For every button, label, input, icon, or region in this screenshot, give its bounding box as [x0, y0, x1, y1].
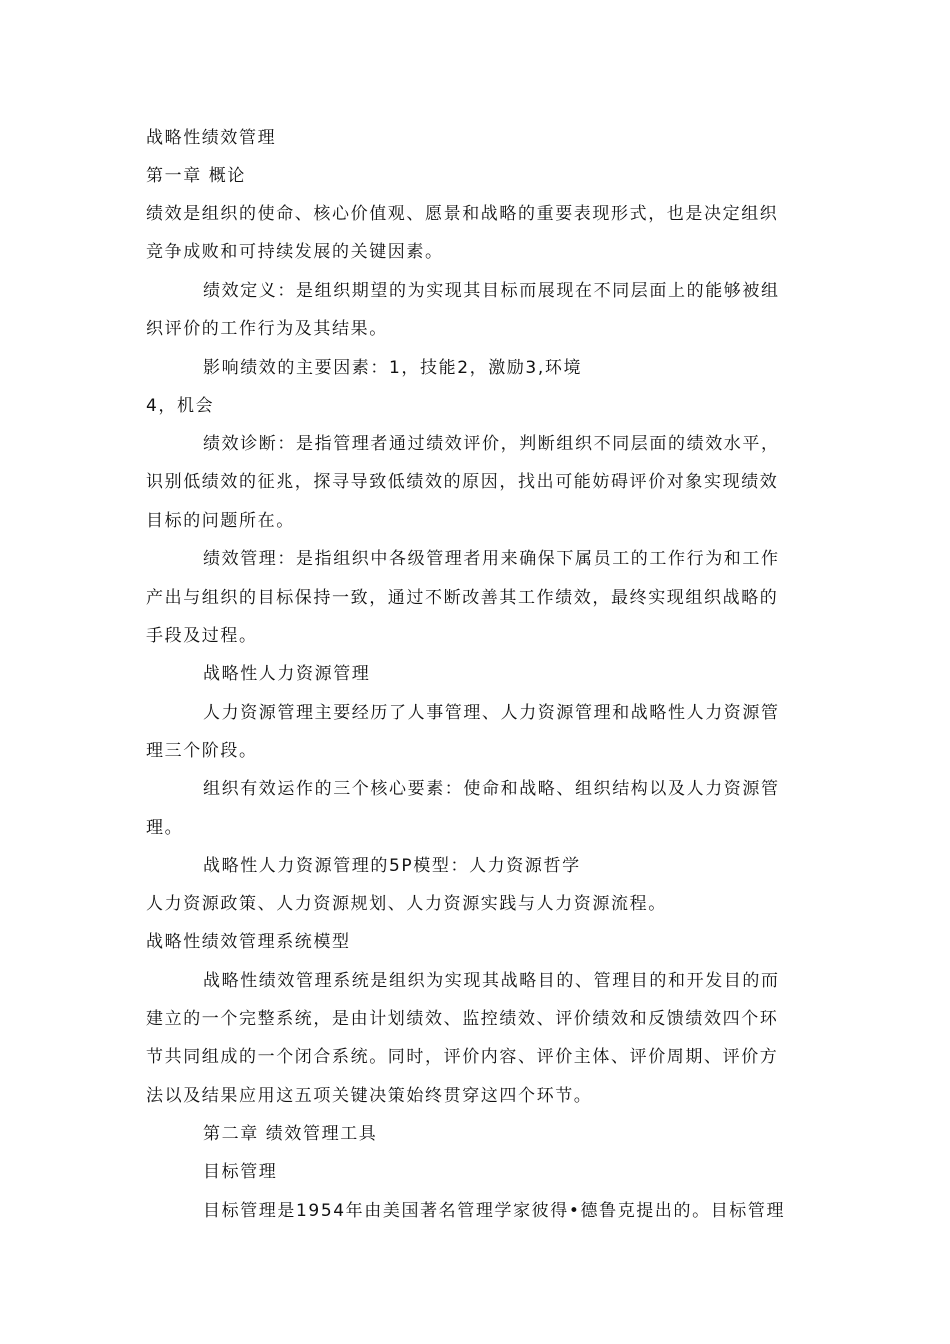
paragraph-line: 识别低绩效的征兆，探寻导致低绩效的原因，找出可能妨碍评价对象实现绩效: [146, 472, 779, 492]
paragraph-line: 建立的一个完整系统，是由计划绩效、监控绩效、评价绩效和反馈绩效四个环: [146, 1009, 779, 1029]
paragraph-line: 战略性人力资源管理的5P模型：人力资源哲学: [203, 856, 581, 876]
section-heading-mbo: 目标管理: [203, 1162, 278, 1182]
paragraph-line: 人力资源管理主要经历了人事管理、人力资源管理和战略性人力资源管: [203, 703, 780, 723]
paragraph-line: 织评价的工作行为及其结果。: [146, 319, 388, 339]
paragraph-line: 手段及过程。: [146, 626, 258, 646]
paragraph-line: 绩效诊断：是指管理者通过绩效评价，判断组织不同层面的绩效水平，: [203, 434, 780, 454]
section-heading-model: 战略性绩效管理系统模型: [146, 932, 351, 952]
paragraph-line: 影响绩效的主要因素：1，技能2，激励3,环境: [203, 358, 583, 378]
chapter-2-heading: 第二章 绩效管理工具: [203, 1124, 378, 1144]
paragraph-line: 理三个阶段。: [146, 741, 258, 761]
paragraph-line: 理。: [146, 818, 184, 838]
paragraph-line: 绩效是组织的使命、核心价值观、愿景和战略的重要表现形式，也是决定组织: [146, 204, 779, 224]
paragraph-line: 战略性绩效管理系统是组织为实现其战略目的、管理目的和开发目的而: [203, 971, 780, 991]
paragraph-line: 4，机会: [146, 396, 215, 416]
section-heading-shrm: 战略性人力资源管理: [203, 664, 371, 684]
paragraph-line: 绩效定义：是组织期望的为实现其目标而展现在不同层面上的能够被组: [203, 281, 780, 301]
document-title: 战略性绩效管理: [146, 128, 277, 148]
paragraph-line: 目标管理是1954年由美国著名管理学家彼得•德鲁克提出的。目标管理: [203, 1201, 786, 1221]
paragraph-line: 产出与组织的目标保持一致，通过不断改善其工作绩效，最终实现组织战略的: [146, 588, 779, 608]
paragraph-line: 竞争成败和可持续发展的关键因素。: [146, 242, 444, 262]
paragraph-line: 节共同组成的一个闭合系统。同时，评价内容、评价主体、评价周期、评价方: [146, 1047, 779, 1067]
paragraph-line: 法以及结果应用这五项关键决策始终贯穿这四个环节。: [146, 1086, 593, 1106]
paragraph-line: 人力资源政策、人力资源规划、人力资源实践与人力资源流程。: [146, 894, 667, 914]
paragraph-line: 组织有效运作的三个核心要素：使命和战略、组织结构以及人力资源管: [203, 779, 780, 799]
paragraph-line: 绩效管理：是指组织中各级管理者用来确保下属员工的工作行为和工作: [203, 549, 780, 569]
chapter-1-heading: 第一章 概论: [146, 166, 247, 186]
paragraph-line: 目标的问题所在。: [146, 511, 295, 531]
